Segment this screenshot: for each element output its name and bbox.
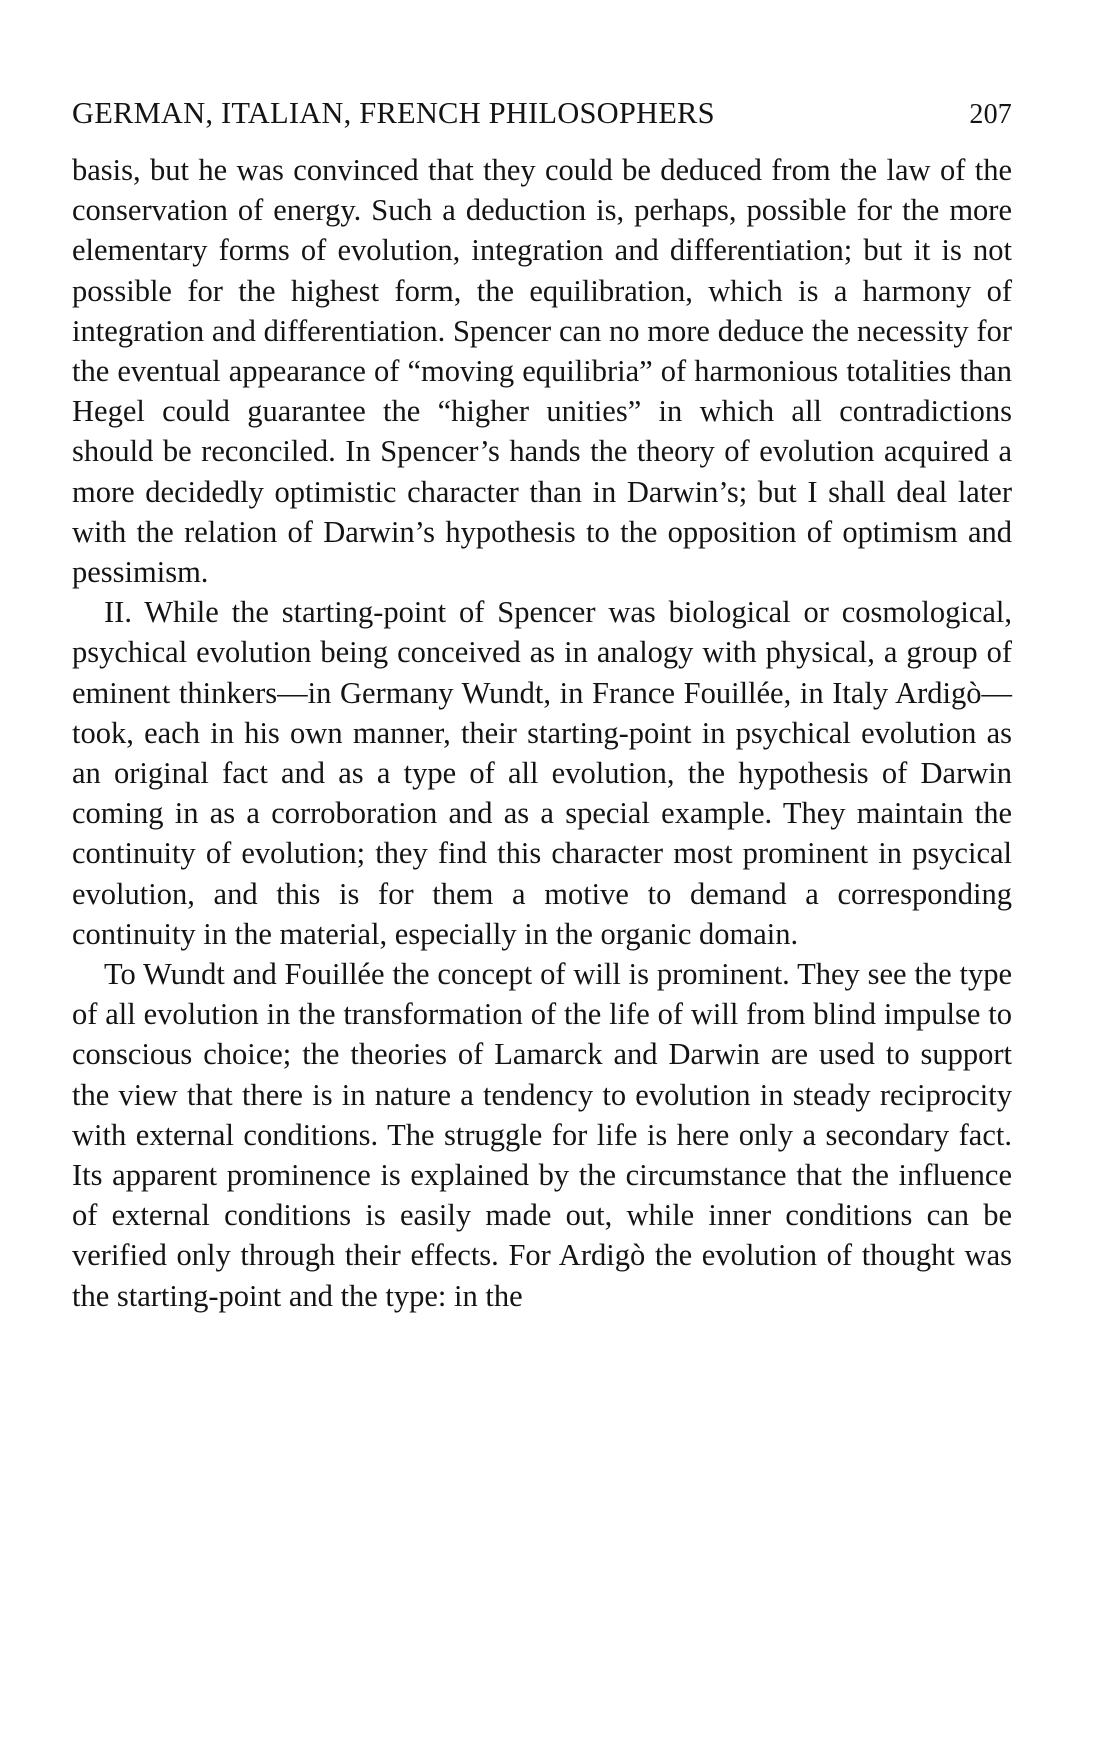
paragraph-section-ii: II. While the starting-point of Spencer was biological or cosmological, psychical evolution being conceived as in analogy with physical, a group of eminent thinkers—in Germany Wundt, in France Fouillée, in Italy Ardigò—took, each in his own manner, their starting-point in psychical evolution as an original fact and as a type of all evolution, the hypothesis of Darwin coming in as a corroboration and as a special example. They maintain the continuity of evolution; they find this character most prominent in psycical evolution, and this is for them a motive to demand a corresponding continuity in the material, especially in the organic domain. xyxy=(72,595,1012,951)
running-title: GERMAN, ITALIAN, FRENCH PHILOSOPHERS xyxy=(72,96,715,130)
body-text xyxy=(72,150,1012,1316)
paragraph-wundt-fouillee: To Wundt and Fouillée the concept of will is prominent. They see the type of all evolution in the transformation of the life of will from blind impulse to conscious choice; the theories of Lamarck and Darwin are used to support the view that there is in nature a tendency to evolution in steady reciprocity with external conditions. The struggle for life is here only a secondary fact. Its apparent prominence is explained by the circumstance that the influence of external conditions is easily made out, while inner conditions can be verified only through their effects. For Ardigò the evolution of thought was the starting-point and the type: in the xyxy=(72,957,1012,1313)
page-number: 207 xyxy=(969,99,1012,130)
paragraph-continuation: basis, but he was convinced that they could be deduced from the law of the conservation of energy. Such a deduction is, perhaps, possible for the more elementary forms of evolution, integration and differentiation; but it is not possible for the highest form, the equilibration, which is a harmony of integration and differentiation. Spencer can no more deduce the necessity for the eventual appearance of “moving equilibria” of harmonious totalities than Hegel could guarantee the “higher unities” in which all contradictions should be reconciled. In Spencer’s hands the theory of evolution acquired a more decidedly optimistic character than in Darwin’s; but I shall deal later with the relation of Darwin’s hypothesis to the opposition of optimism and pessimism. xyxy=(72,153,1012,590)
page-header xyxy=(72,96,1012,131)
